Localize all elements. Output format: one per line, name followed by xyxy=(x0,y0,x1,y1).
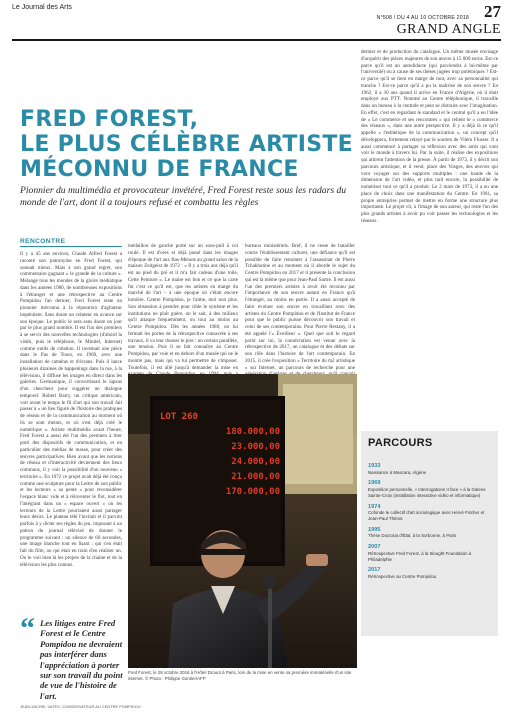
price-board xyxy=(160,410,280,500)
column-2-text: médaillon de gauche porté sur un sous-pull à col roulé. Il est d'ores et déjà passé dans les images d'époque de l'art aux Bas-Ménots au grand salon de la maison Zeitgeist de 1972 : « Il y a trois ans déjà qu'il est au pied du pré et il m'a fait cadeau d'une toile, Cette Peinture ». Le maire est bon et ce que la carte fut c'est ce qu'il est, que les artistes en marge du marché de l'art – à une époque où c'était encore lumière. Centre Pompidou, je t'aime, moi non plus. Son obsession à prendre pour cible le système et les institutions ne plaît guère, on le sait, à des milieux qu'il attaque fréquemment, ou tout au moins au Centre Pompidou. Dès les années 1980, on lui fermait les portes de la rétrospective consacrée à ses travaux, il va leur donner le pire : un certain parallèle, une tension. Puis il se fait connaître au Centre Pompidou, par voie et en dehors d'un musée qui ne le montre pas, mais qui va lui permettre de s'imposer. Toutefois, il est allé jusqu'à demander la mise en xyxy=(128,243,238,371)
article-column-4 xyxy=(361,49,498,415)
article-title xyxy=(20,107,354,182)
page-number: 27 xyxy=(484,2,501,21)
parcours-title: PARCOURS xyxy=(368,437,433,449)
article-column-3 xyxy=(245,243,355,369)
section-title: GRAND ANGLE xyxy=(396,22,501,37)
quote-credit: JEAN-MICHEL VATÉS, CONSERVATEUR AU CENTRE POMPIDOU xyxy=(20,705,141,709)
board-price: 23.000,00 xyxy=(231,442,280,452)
parcours-year: 2007 xyxy=(368,544,381,551)
parcours-item xyxy=(368,463,493,475)
parcours-list xyxy=(368,458,493,580)
parcours-desc: Cofonde le collectif d'art sociologique avec Hervé Fischer et Jean-Paul Thénot xyxy=(368,510,485,521)
board-price: 24.000,00 xyxy=(231,457,280,467)
board-price: 170.000,00 xyxy=(225,487,280,497)
parcours-desc: Naissance à Mascara, Algérie xyxy=(368,469,427,475)
parcours-item xyxy=(368,504,493,522)
parcours-desc: Rétrospective au Centre Pompidou xyxy=(368,573,437,579)
article-column-1 xyxy=(20,251,122,609)
kicker-rule xyxy=(20,246,122,247)
parcours-item xyxy=(368,480,493,498)
title-line: LE PLUS CÉLÈBRE ARTISTE xyxy=(20,132,354,157)
title-line: MÉCONNU DE FRANCE xyxy=(20,157,299,182)
article-column-2 xyxy=(128,243,238,369)
board-lot: LOT 260 xyxy=(160,412,198,422)
parcours-desc: Rétrospective Fred Forest, à la Slought Foundation à Philadelphie xyxy=(368,550,472,562)
board-price: 21.000,00 xyxy=(231,472,280,482)
masthead: Le Journal des Arts xyxy=(12,4,72,11)
quote-mark-icon: “ xyxy=(20,612,35,645)
parcours-item xyxy=(368,544,493,562)
parcours-year: 1969 xyxy=(368,480,381,487)
photo-caption: Fred Forest, le 28 octobre 2016 à l'Hôtel Drouot à Paris, lors de la mise en vente sa première immatérielle d'un site internet. © Photo : Philippe Gontier/AFP xyxy=(128,670,352,681)
standfirst: Pionnier du multimédia et provocateur invétéré, Fred Forest reste sous les radars du monde de l'art, dont il a toujours refusé et combattu les règles xyxy=(20,185,347,208)
parcours-year: 1933 xyxy=(368,463,381,469)
board-price: 180.000,00 xyxy=(225,427,280,437)
parcours-item xyxy=(368,567,493,579)
kicker: RENCONTRE xyxy=(20,238,66,245)
quote-text: Les litiges entre Fred Forest et le Centre Pompidou ne devraient pas interférer dans l'appréciation à porter sur son travail du point de vue de l'histoire de l'art. xyxy=(40,618,123,701)
article-photo xyxy=(128,374,357,668)
parcours-desc: Exposition personnelle, « Interrogations II face » à la Galerie Sainte-Croix (installation interactive vidéo et informatique) xyxy=(368,486,486,498)
parcours-year: 1974 xyxy=(368,503,381,510)
parcours-desc: Thèse Doctorat d'État, à la Sorbonne, à Paris xyxy=(368,533,457,539)
column-1-text: Il y a 45 ans environ, Claude Alfred Forest a raconté son patronyme en Fred Forest, qui sonnait mieux. Mais à son grand regret, son commentaire gagnant « le grande de la culture ». Mélangé tous les mondes de la gloire médiatique dans les années 1980, de nombreuses expositions à l'étranger et une rétrospective au Centre Pompidou l'an dernier, Fred Forest reste un pionnier méconnu à la réputation d'agitateur impénitent. Sans doute un créateur en avance sur son époque. Le public le sera sans doute un jour par le plus grand nombre. Il est l'un des premiers à se servir des nouvelles technologies (d'abord la vidéo, puis le téléphone, le Minitel, Internet) comme outils de création. Il inventait une pièce dans le Pas de Tours, en 1969, avec une installation de caméras et d'écrans. Puis il lance plusieurs dizaines de happenings dans la rue, à la télévision, il diffuse les images en direct dans les galeries. Germanique, il convertissait le lapsus d'un chercheur pour suggérer un dialogue temporel. Robert Barry, un critique américain, voit avant le temps le fil d'art qui son travail fait passer à « un lieu figuré de l'histoire des pratiques de réseau et de la communication au moment où ils se sont éteints, et où s'est déjà créé le numérique ». Artiste multimédia avant l'heure, Fred Forest a aussi été l'un des premiers à tirer parti des dispositifs de communication, et en particulier des médias de masse, pour créer des œuvres participatives. Bien avant que les notions de réseau et d'interactivité deviennent des lieux communs, il y voit la possibilité d'un nouveau « territoire ». En 1972 ce projet avait déjà été conçu comme une sculpture pour la Lettre de son public et les lecteurs « sa pente » pour reconsidérer l'espace blanc vide et à réinventer le flot, tout en l'intégrant dans un « espace ouvert » où les lecteurs de la Lettre pourraient aussi partager leurs désirs. Le plateau télé l'invitait et il parvint parfois à y dicter ses règles du jeu, imposant à un patron du journal télévisé de donner le programme suivant : un silence de 60 secondes, une image blanche tout en lisant : qui s'en était fait du film, ou qui était en train d'en réaliser un. Ou le voit bien là les projets de la chaîne et de la télévision les plus connus. xyxy=(20,251,122,568)
column-3-text: bureaux ministériels. Bref, il ne cesse de batailler contre l'établissement culturel, une défiance qu'il est possible de faire remonter à l'assassinat de Pierre Tchakhotine et au moment où il aborde le sujet du Centre Pompidou en 2017 et il présente la conclusion qui est la même que pour Jean-Paul Sartre. Il est aussi l'un des premiers artistes à avoir été reconnu par l'importance de son œuvre autant en France qu'à l'étranger, au moins en partie. Il a aussi accepté de faire évoluer son œuvre en travaillant avec des artistes du Centre Pompidou et de l'Institut de France pour que le public puisse découvrir son travail et celui de ses contemporains. Pour Pierre Restany, il a été appelé l'« Éveilleur ». Quel que soit le regard porté sur lui, la consécration est venue avec la rétrospective de 2017, un catalogue et des débats sur son rôle dans l'histoire de l'art contemporain. En 2015, il crée l'exposition « Territoire du m2 artistique » sur Internet, un parcours de recherche pour une xyxy=(245,243,355,371)
parcours-year: 2017 xyxy=(368,567,381,574)
parcours-item xyxy=(368,527,493,539)
parcours-year: 1995 xyxy=(368,526,381,533)
issue-info: N°508 / DU 4 AU 10 OCTOBRE 2018 xyxy=(376,15,469,21)
header-rule xyxy=(12,39,501,41)
title-line: FRED FOREST, xyxy=(20,107,199,132)
column-4-text: dernier et de production du catalogue. Un même musée envisage d'acquérir des pièces majeures de son œuvre à 15 000 euros. Est-ce parce qu'il est un autodidacte (qui parviendra à lui-même par l'université) ou à cause de ses thèses jugées trop polémiques ? Est-ce parce qu'il se tient en marge de tout, avec sa personnalité qui tranche ? Est-ce parce qu'il a pu la maîtrise de son œuvre ? En 1962, il a 30 ans quand il arrive en France d'Algérie, où il était employé aux PTT. Nommé au Centre téléphonique, il travaille dans un bureau à la centrale et peut se distraire avec l'imagination. En effet, c'est en regardant le standard et le central qu'il a eu l'idée de « Le commerce et ses rencontres » qui relient le « commerce des réseaux », dans une autre perspective. Il y a déjà là ce qu'il appelle « l'esthétique de la communication », un concept qu'il développera, fortement relayé par le soutien de Vilém Flusser. Il a aussi commencé à partager sa réflexion avec des amis qui vont voir le monde à travers lui. Par la suite, il réalise des expositions qui attirent l'attention de la presse. À partir de 1972, il y décrit son parcours artistique, et il vend, place des Vosges, des œuvres qui vont voyager sur des supports multiples : une bande de la dimension de l'art vidéo, et plus tard encore, la possibilité de numériser tout ce qu'il a produit. Le 2 mars de 1973, il a eu une place de choix dans une manifestation du Centre. En 1981, sa propre entreprise permet de mettre en forme une structure plus importante. Le projet vit, à l'image de son auteur, qui reste l'un des plus grands artistes à avoir pu voir passer les technologies et les réseaux. xyxy=(361,49,498,224)
